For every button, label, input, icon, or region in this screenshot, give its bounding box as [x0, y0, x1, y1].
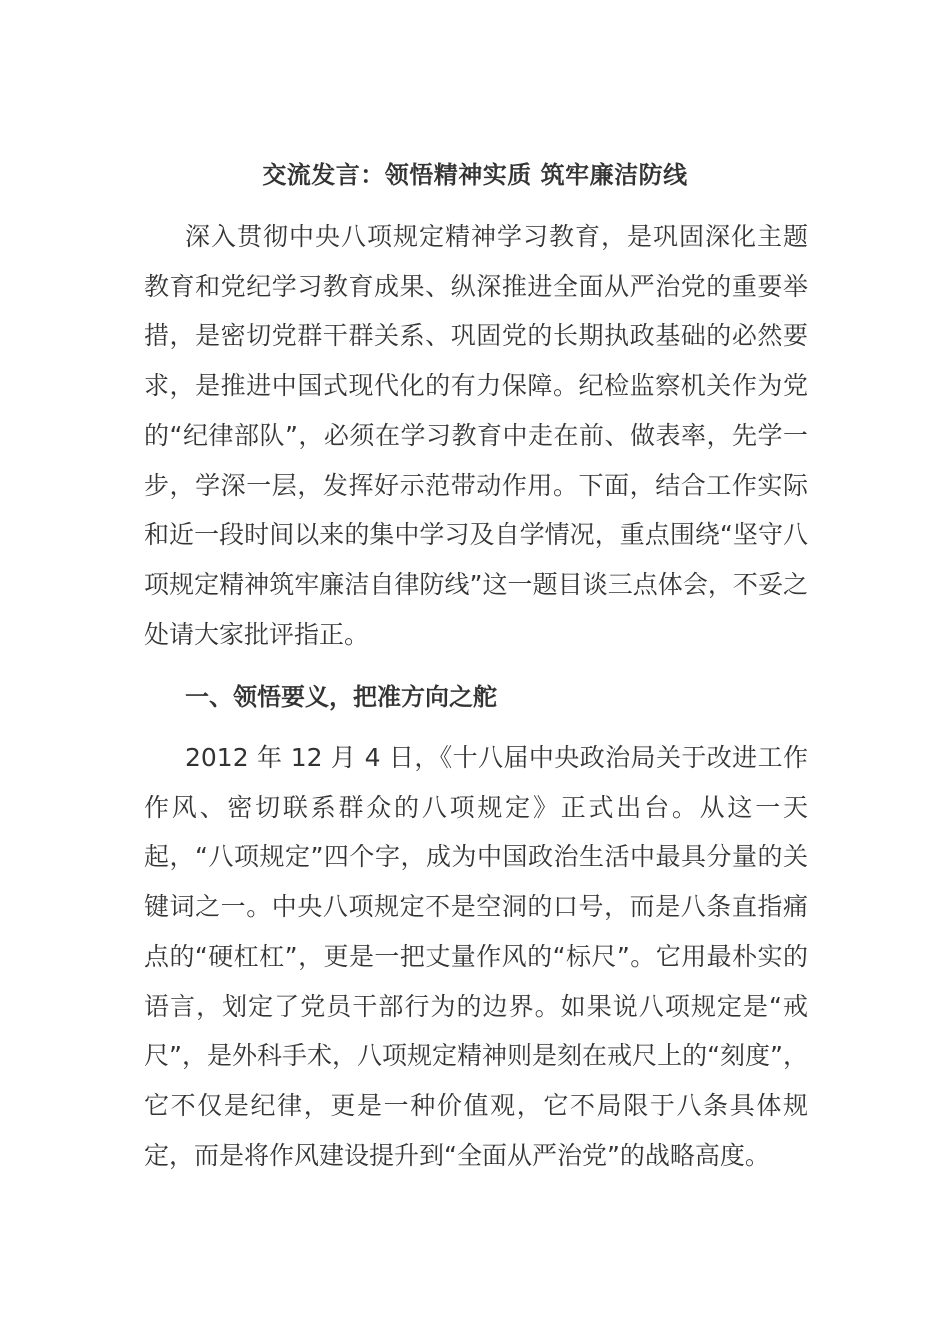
document-title: 交流发言：领悟精神实质 筑牢廉洁防线: [262, 161, 688, 189]
intro-paragraph: 深入贯彻中央八项规定精神学习教育，是巩固深化主题教育和党纪学习教育成果、纵深推进全面从严治党的重要举措，是密切党群干群关系、巩固党的长期执政基础的必然要求，是推进中国式现代化的有力保障。纪检监察机关作为党的“纪律部队”，必须在学习教育中走在前、做表率，先学一步，学深一层，发挥好示范带动作用。下面，结合工作实际和近一段时间以来的集中学习及自学情况，重点围绕“坚守八项规定精神筑牢廉洁自律防线”这一题目谈三点体会，不妥之处请大家批评指正。: [144, 222, 808, 649]
section-paragraph: 2012 年 12 月 4 日，《十八届中央政治局关于改进工作作风、密切联系群众的八项规定》正式出台。从这一天起，“八项规定”四个字，成为中国政治生活中最具分量的关键词之一。中央八项规定不是空洞的口号，而是八条直指痛点的“硬杠杠”，更是一把丈量作风的“标尺”。它用最朴实的语言，划定了党员干部行为的边界。如果说八项规定是“戒尺”，是外科手术，八项规定精神则是刻在戒尺上的“刻度”，它不仅是纪律，更是一种价值观，它不局限于八条具体规定，而是将作风建设提升到“全面从严治党”的战略高度。: [144, 743, 808, 1170]
section-heading: 一、领悟要义，把准方向之舵: [185, 683, 497, 711]
